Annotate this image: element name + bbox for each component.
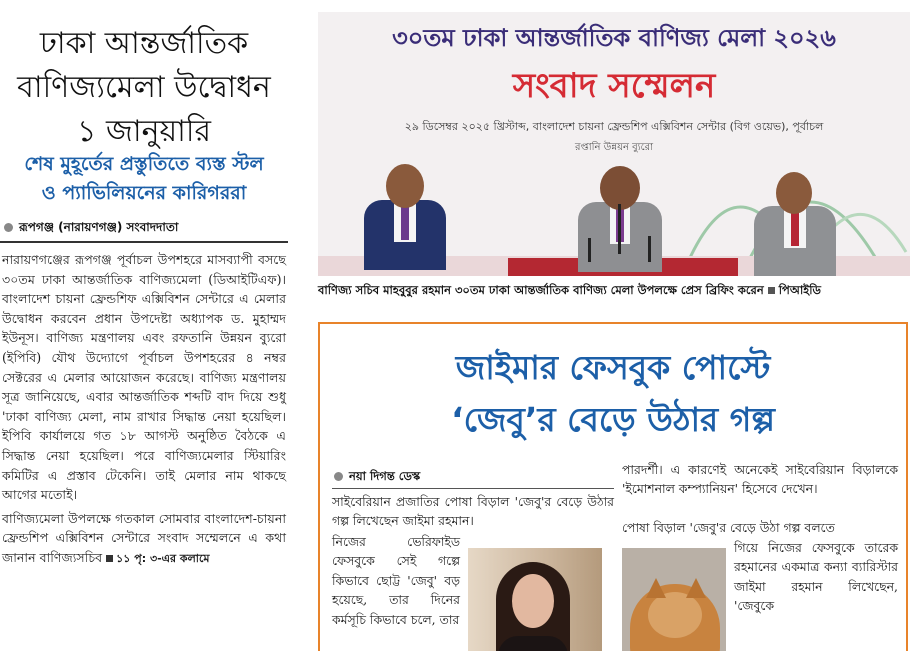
story-column-1-side: নিজের ভেরিফাইড ফেসবুকে সেই গল্পে কিভাবে ছোট্ট 'জেবু' বড় হয়েছে, তার দিনের কর্মসূচি কিভাবে চলে, তার bbox=[332, 534, 460, 627]
person-right bbox=[750, 172, 840, 272]
paragraph-text: বাণিজ্যমেলা উপলক্ষে গতকাল সোমবার বাংলাদেশ-চায়না ফ্রেন্ডশিপ এক্সিবিশন সেন্টারে সংবাদ সম্মেলনে এ কথা জানান বাণিজ্যসচিব bbox=[2, 510, 286, 565]
dress-shape bbox=[498, 636, 568, 651]
face-shape bbox=[512, 574, 554, 628]
left-article bbox=[0, 0, 290, 651]
headline-line: বাণিজ্যমেলা উদ্বোধন bbox=[17, 70, 271, 105]
square-icon bbox=[106, 555, 113, 562]
banner-date: ২৯ ডিসেম্বর ২০২৫ খ্রিস্টাব্দ, বাংলাদেশ চায়না ফ্রেন্ডশিপ এক্সিবিশন সেন্টার (বিগ ওয়েভ), পূর্বাচল bbox=[404, 120, 824, 133]
photo-caption bbox=[318, 282, 910, 301]
subheadline-line: শেষ মুহূর্তের প্রস্তুতিতে ব্যস্ত স্টল bbox=[24, 153, 264, 175]
story-column-1-top: সাইবেরিয়ান প্রজাতির পোষা বিড়াল 'জেবু'র বেড়ে উঠার গল্প লিখেছেন জাইমা রহমান। bbox=[332, 494, 614, 529]
microphone bbox=[648, 236, 651, 262]
banner-title: ৩০তম ঢাকা আন্তর্জাতিক বাণিজ্য মেলা ২০২৬ bbox=[392, 24, 836, 52]
headline-line: ঢাকা আন্তর্জাতিক bbox=[39, 26, 249, 61]
person-left bbox=[360, 164, 450, 264]
story-column-2-para: পোষা বিড়াল 'জেবু'র বেড়ে উঠা গল্প বলতে bbox=[622, 520, 835, 535]
story-column-2-top: পারদর্শী। এ কারণেই অনেকেই সাইবেরিয়ান বিড়ালকে 'ইমোশনাল কম্প্যানিয়ন' হিসেবে দেখেন। bbox=[622, 462, 898, 497]
boxed-story bbox=[318, 322, 908, 651]
article-headline bbox=[4, 22, 284, 154]
cat-ear-shape bbox=[686, 578, 706, 598]
cat-face-shape bbox=[648, 592, 702, 638]
divider bbox=[0, 241, 288, 243]
continued-jump bbox=[102, 552, 209, 565]
article-dateline bbox=[4, 219, 288, 239]
banner-main: সংবাদ সম্মেলন bbox=[512, 66, 716, 106]
divider bbox=[332, 488, 614, 489]
story-column-2-side: গিয়ে নিজের ফেসবুকে তারেক রহমানের একমাত্র কন্যা ব্যারিস্টার জাইমা রহমান লিখেছেন, 'জেবুকে bbox=[734, 540, 898, 614]
bullet-icon bbox=[334, 472, 343, 481]
cat-photo bbox=[622, 548, 726, 651]
paragraph bbox=[2, 509, 286, 569]
photo-credit: পিআইডি bbox=[778, 283, 821, 297]
dateline-text: রূপগঞ্জ (নারায়ণগঞ্জ) সংবাদদাতা bbox=[19, 220, 179, 234]
caption-text: বাণিজ্য সচিব মাহবুবুর রহমান ৩০তম ঢাকা আন্তর্জাতিক বাণিজ্য মেলা উপলক্ষে প্রেস ব্রিফিং করেন bbox=[318, 283, 764, 297]
story-headline-line: ‘জেবু’র বেড়ে উঠার গল্প bbox=[451, 400, 775, 439]
article-subheadline bbox=[4, 150, 284, 208]
press-conference-photo bbox=[318, 12, 910, 276]
subheadline-line: ও প্যাভিলিয়নের কারিগররা bbox=[41, 182, 247, 204]
headline-line: ১ জানুয়ারি bbox=[77, 114, 211, 149]
zaima-photo bbox=[468, 548, 602, 651]
cat-ear-shape bbox=[646, 578, 666, 598]
microphone bbox=[618, 204, 621, 254]
story-headline bbox=[320, 342, 906, 446]
bullet-icon bbox=[4, 223, 13, 232]
article-body bbox=[2, 250, 286, 569]
byline-text: নয়া দিগন্ত ডেস্ক bbox=[349, 469, 421, 483]
story-headline-line: জাইমার ফেসবুক পোস্টে bbox=[455, 348, 771, 387]
square-icon bbox=[768, 287, 775, 294]
paragraph: নারায়ণগঞ্জের রূপগঞ্জ পূর্বাচল উপশহরে মাসব্যাপী বসছে ৩০তম ঢাকা আন্তর্জাতিক বাণিজ্যমেলা (ডিআইটিএফ)। বাংলাদেশ চায়না ফ্রেন্ডশিফ এক্সিবিশন সেন্টারে এ মেলার উদ্বোধন করবেন প্রধান উপদেষ্টা অধ্যাপক ড. মুহাম্মদ ইউনূস। বাণিজ্য মন্ত্রণালয় এবং রফতানি উন্নয়ন ব্যুরো (ইপিবি) যৌথ উদ্যোগে পূর্বাচল উপশহরের ৪ নম্বর সেক্টরের এ মেলার আয়োজন করেছে। বাণিজ্য মন্ত্রণালয় সূত্র জানিয়েছে, এবার আন্তর্জাতিক শব্দটি বাদ দিয়ে শুধু 'ঢাকা বাণিজ্য মেলা, নাম রাখার সিদ্ধান্ত নেয়া হয়েছিল। ইপিবি কার্যালয়ে গত ১৮ আগস্ট অনুষ্ঠিত বৈঠকে এ সিদ্ধান্ত নেয়া হয়েছিল। পরে বাণিজ্যমেলার স্টিয়ারিং কমিটির এ প্রস্তাব টেকেনি। তাই মেলার নাম থাকছে আগের মতোই। bbox=[2, 252, 286, 503]
banner-org: রপ্তানি উন্নয়ন ব্যুরো bbox=[574, 142, 654, 153]
story-byline bbox=[334, 468, 420, 487]
microphone bbox=[588, 238, 591, 262]
jump-text: ১১ পৃ: ৩-এর কলামে bbox=[116, 551, 210, 565]
